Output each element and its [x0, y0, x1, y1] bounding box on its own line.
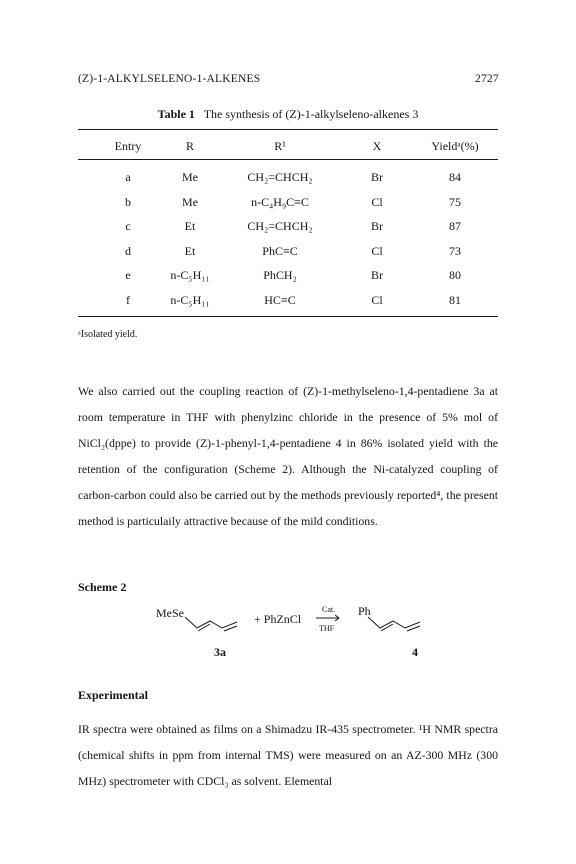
table-cell-entry: f	[126, 292, 130, 307]
scheme-compound-3a: 3a	[214, 645, 226, 659]
scheme-compound-4: 4	[412, 645, 418, 659]
table-header-r: R	[185, 139, 194, 153]
table-cell-yield: 84	[449, 170, 461, 184]
table-cell-x: Br	[371, 170, 383, 184]
page-number: 2727	[475, 73, 499, 85]
reactant-skeleton	[185, 617, 237, 628]
product-skeleton	[368, 617, 420, 628]
table-cell-r: Me	[182, 194, 198, 209]
table-cell-entry: e	[125, 268, 131, 282]
table-cell-r: Et	[184, 243, 196, 258]
reactant-double-bond	[198, 624, 210, 631]
table-header-r1: R¹	[274, 139, 286, 153]
table-cell-r: n-C₅H₁₁	[170, 292, 210, 307]
table-cell-yield: 75	[449, 194, 461, 209]
scheme-reagent: + PhZnCl	[254, 612, 302, 626]
table-cell-r1: PhCH₂	[263, 268, 297, 282]
scheme-reactant-group: MeSe	[156, 606, 184, 620]
table-caption-text: The synthesis of (Z)-1-alkylseleno-alkenes 3	[203, 107, 419, 121]
table-cell-entry: a	[125, 170, 131, 184]
table-cell-r: Me	[182, 170, 198, 184]
experimental-paragraph: IR spectra were obtained as films on a Shimadzu IR-435 spectrometer. ¹H NMR spectra (chemical shifts in ppm from internal TMS) were measured on an AZ-300 MHz (300 MHz) spectrometer with CDCl₃ as solvent. Elemental	[78, 722, 498, 788]
table-cell-entry: c	[125, 219, 131, 233]
table-cell-x: Br	[371, 268, 383, 282]
scheme-solvent: THF	[319, 624, 335, 633]
scheme-label: Scheme 2	[78, 580, 127, 594]
table-top-rule	[78, 129, 498, 130]
table-cell-yield: 87	[449, 219, 461, 233]
table-cell-r: Et	[184, 219, 196, 233]
table-cell-x: Cl	[371, 243, 383, 258]
table-cell-r1: CH₂=CHCH₂	[247, 170, 313, 184]
table-cell-x: Br	[371, 219, 383, 233]
table-caption-label: Table 1	[157, 107, 195, 121]
table-header-rule	[78, 159, 498, 160]
table-cell-yield: 80	[449, 268, 461, 282]
table-bottom-rule	[78, 316, 498, 317]
scheme-product-group: Ph	[358, 604, 371, 618]
table-cell-r1: HC≡C	[264, 292, 296, 307]
table-header-entry: Entry	[114, 139, 142, 153]
table-cell-yield: 73	[449, 243, 461, 258]
table-cell-entry: d	[125, 243, 131, 258]
table-cell-x: Cl	[371, 292, 383, 307]
experimental-heading: Experimental	[78, 688, 148, 702]
table-header-x: X	[372, 139, 382, 153]
table-cell-yield: 81	[449, 292, 461, 307]
reaction-scheme-drawing	[140, 595, 440, 645]
scheme-catalyst: Cat.	[322, 605, 336, 614]
table-cell-r1: n-C₄H₉C≡C	[251, 194, 309, 209]
table-cell-x: Cl	[371, 194, 383, 209]
table-cell-entry: b	[125, 194, 131, 209]
running-header-title: (Z)-1-ALKYLSELENO-1-ALKENES	[78, 73, 261, 85]
product-double-bond	[381, 624, 393, 631]
body-paragraph: We also carried out the coupling reaction of (Z)-1-methylseleno-1,4-pentadiene 3a at room temperature in THF with phenylzinc chloride in the presence of 5% mol of NiCl₂(dppe) to provide (Z)-1-phenyl-1,4-pentadiene 4 in 86% isolated yield with the retention of the configuration (Scheme 2). Although the Ni-catalyzed coupling of carbon-carbon could also be carried out by the methods previously reported⁴, the present method is particulaily attractive because of the mild conditions.	[78, 384, 498, 528]
table-caption	[78, 107, 498, 122]
table-cell-r1: CH₂=CHCH₂	[247, 219, 313, 233]
table-header-yield: Yieldᵃ(%)	[431, 139, 479, 153]
table-cell-r1: PhC≡C	[262, 243, 298, 258]
table-footnote: ᵃIsolated yield.	[78, 329, 138, 340]
table-cell-r: n-C₅H₁₁	[170, 268, 210, 282]
